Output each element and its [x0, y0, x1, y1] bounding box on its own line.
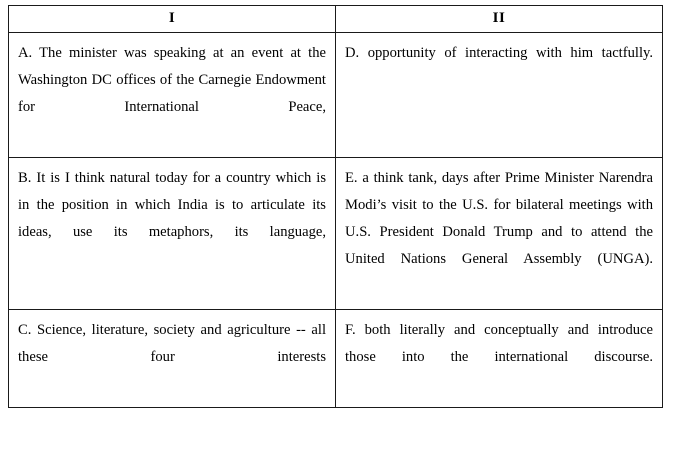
cell-text: A. The minister was speaking at an event at the Washington DC offices of the Carnegie Endowment for International Peace,: [18, 45, 326, 115]
table-row: [9, 158, 663, 310]
table-head: [9, 6, 663, 33]
cell-row1-col1: [9, 33, 336, 158]
table-header-row: [9, 6, 663, 33]
column-header-one: I: [9, 6, 336, 33]
cell-row3-col1: [9, 310, 336, 408]
cell-row2-col1: [9, 158, 336, 310]
cell-row1-col2: [336, 33, 663, 158]
cell-text: D. opportunity of interacting with him tactfully.: [345, 45, 653, 61]
table-row: [9, 310, 663, 408]
table-row: [9, 33, 663, 158]
column-header-two: II: [336, 6, 663, 33]
matching-table: [8, 5, 663, 408]
cell-text: F. both literally and conceptually and introduce those into the international discourse.: [345, 322, 653, 365]
cell-row3-col2: [336, 310, 663, 408]
cell-row2-col2: [336, 158, 663, 310]
table-body: [9, 33, 663, 408]
cell-text: C. Science, literature, society and agriculture -- all these four interests: [18, 322, 326, 365]
cell-text: B. It is I think natural today for a country which is in the position in which India is to articulate its ideas, use its metaphors, its language,: [18, 170, 326, 240]
cell-text: E. a think tank, days after Prime Minister Narendra Modi’s visit to the U.S. for bilateral meetings with U.S. President Donald Trump and to attend the United Nations General Assembly (UNGA).: [345, 170, 653, 267]
